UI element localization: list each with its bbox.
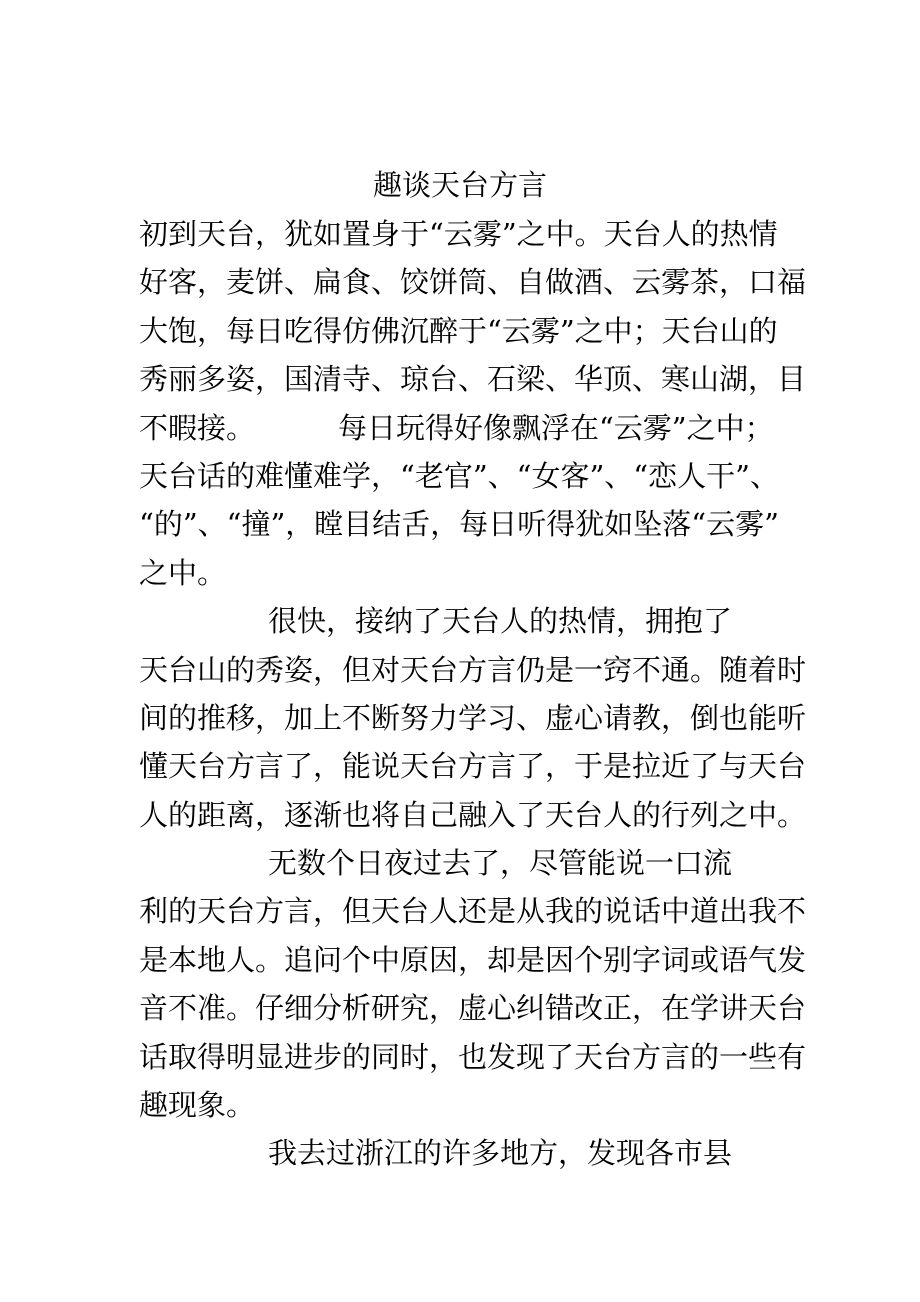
text-line: 之中。: [139, 555, 227, 590]
text-line: 天台话的难懂难学，“老官”、“女客”、“恋人干”、: [139, 458, 779, 493]
text-line: “的”、“撞”，瞠目结舌，每日听得犹如坠落“云雾”: [139, 507, 779, 542]
text-line: 好客，麦饼、扁食、饺饼筒、自做酒、云雾茶，口福: [139, 265, 807, 300]
text-line: 音不准。仔细分析研究，虚心纠错改正，在学讲天台: [139, 991, 807, 1026]
text-line: 我去过浙江的许多地方，发现各市县: [139, 1136, 733, 1171]
text-line: 天台山的秀姿，但对天台方言仍是一窍不通。随着时: [139, 652, 807, 687]
text-line: 懂天台方言了，能说天台方言了，于是拉近了与天台: [139, 749, 807, 784]
text-line: 很快，接纳了天台人的热情，拥抱了: [139, 604, 733, 639]
text-line: 间的推移，加上不断努力学习、虚心请教，倒也能听: [139, 700, 807, 735]
text-line: 初到天台，犹如置身于“云雾”之中。天台人的热情: [139, 217, 778, 251]
text-line: 趣现象。: [139, 1088, 256, 1123]
document-body: [139, 210, 807, 1178]
text-line: 不暇接。 每日玩得好像飘浮在“云雾”之中；: [139, 410, 774, 445]
text-line: 人的距离，逐渐也将自己融入了天台人的行列之中。: [139, 797, 807, 832]
text-line: 无数个日夜过去了，尽管能说一口流: [139, 846, 733, 881]
text-line: 大饱，每日吃得仿佛沉醉于“云雾”之中；天台山的: [139, 313, 778, 348]
text-line: 利的天台方言，但天台人还是从我的说话中道出我不: [139, 894, 807, 929]
document-title: 趣谈天台方言: [372, 168, 547, 202]
text-line: 是本地人。追问个中原因，却是因个别字词或语气发: [139, 942, 807, 977]
text-line: 话取得明显进步的同时，也发现了天台方言的一些有: [139, 1039, 807, 1074]
text-line: 秀丽多姿，国清寺、琼台、石梁、华顶、寒山湖，目: [139, 362, 807, 397]
